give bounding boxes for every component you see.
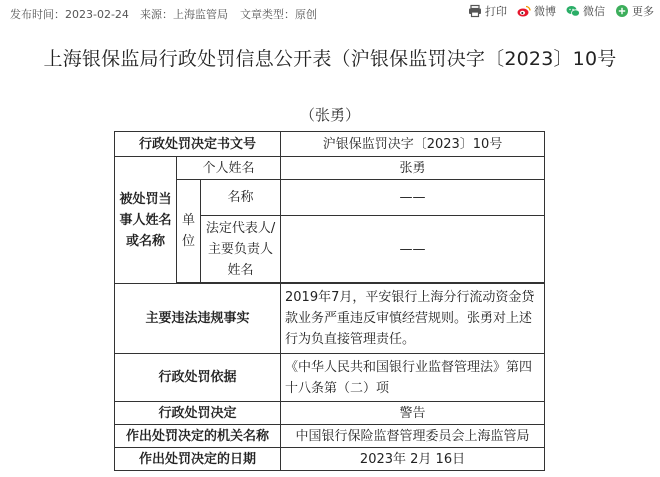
weibo-icon [517,4,531,18]
page-subtitle: （张勇） [299,106,360,124]
print-button[interactable] [468,3,507,19]
wechat-share-button[interactable] [566,3,605,19]
person-name-label: 个人姓名 [177,157,281,180]
unit-name-label: 名称 [201,180,281,216]
table-row [115,402,545,425]
weibo-share-button[interactable] [517,3,556,19]
table-row [115,132,545,157]
decision-value: 警告 [281,402,545,425]
table-row [115,284,545,354]
weibo-label: 微博 [534,5,556,18]
authority-value: 中国银行保险监督管理委员会上海监管局 [281,425,545,448]
decision-date-value: 2023年 2月 16日 [281,448,545,471]
article-source: 来源：上海监管局 [140,8,228,21]
table-row [115,448,545,471]
article-type: 文章类型：原创 [240,8,317,21]
table-row [115,157,545,180]
print-icon [468,4,482,18]
penalty-info-table [114,131,545,471]
party-group-label: 被处罚当事人姓名或名称 [115,157,177,284]
unit-name-value: —— [281,180,545,216]
person-name-value: 张勇 [281,157,545,180]
table-row [115,180,545,216]
legal-basis-value: 《中华人民共和国银行业监督管理法》第四十八条第（二）项 [281,354,545,402]
print-label: 打印 [485,5,507,18]
more-icon [615,4,629,18]
legal-basis-label: 行政处罚依据 [115,354,281,402]
wechat-icon [566,4,580,18]
decision-label: 行政处罚决定 [115,402,281,425]
publish-time: 发布时间：2023-02-24 [10,8,129,21]
legal-rep-label: 法定代表人/主要负责人姓名 [201,216,281,283]
authority-label: 作出处罚决定的机关名称 [115,425,281,448]
wechat-label: 微信 [583,5,605,18]
doc-number-value: 沪银保监罚决字〔2023〕10号 [281,132,545,157]
decision-date-label: 作出处罚决定的日期 [115,448,281,471]
table-row [115,354,545,402]
violation-facts-label: 主要违法违规事实 [115,284,281,354]
article-meta-bar [0,0,660,26]
unit-label: 单位 [177,180,201,283]
legal-rep-value: —— [281,216,545,283]
violation-facts-value: 2019年7月，平安银行上海分行流动资金贷款业务严重违反审慎经营规则。张勇对上述行为负直接管理责任。 [281,284,545,354]
more-share-button[interactable] [615,3,654,19]
more-label: 更多 [632,5,654,18]
page-title: 上海银保监局行政处罚信息公开表（沪银保监罚决字〔2023〕10号 [43,48,617,70]
doc-number-label: 行政处罚决定书文号 [115,132,281,157]
table-row [115,425,545,448]
share-toolbar [468,3,654,19]
